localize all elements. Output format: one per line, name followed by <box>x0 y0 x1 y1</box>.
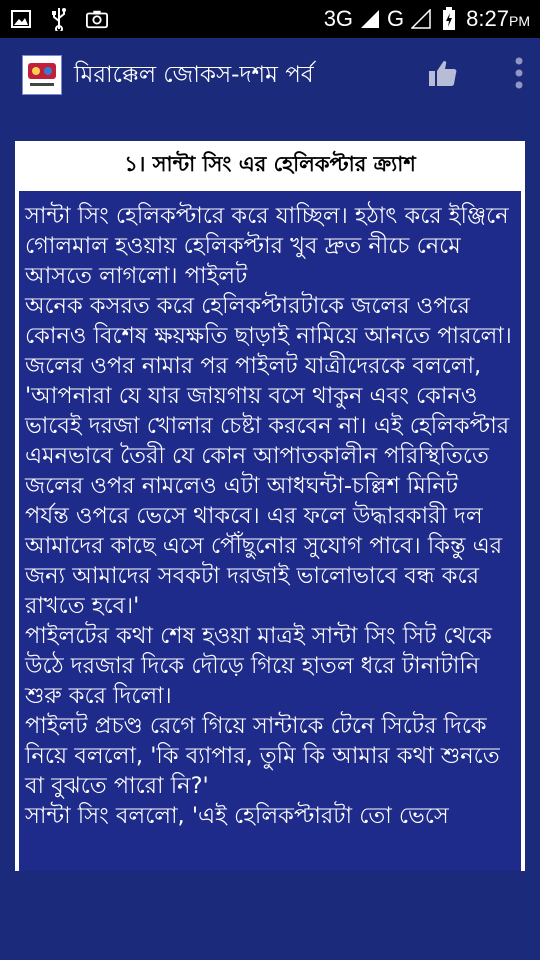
app-bar <box>0 38 540 112</box>
thumbs-up-icon <box>428 59 458 91</box>
camera-icon <box>86 8 108 30</box>
more-vertical-icon <box>514 57 524 93</box>
app-actions <box>428 57 524 93</box>
usb-icon <box>48 8 70 30</box>
joke-title: ১। সান্টা সিং এর হেলিকপ্টার ক্র্যাশ <box>124 151 416 176</box>
like-button[interactable] <box>428 59 458 91</box>
status-left-icons <box>10 8 108 30</box>
overflow-menu-button[interactable] <box>514 57 524 93</box>
gallery-icon <box>10 8 32 30</box>
signal-icon <box>359 8 381 30</box>
app-title: মিরাক্কেল জোকস-দশম পর্ব <box>74 61 314 88</box>
clock-time: 8:27 <box>466 6 509 31</box>
clock <box>466 6 530 32</box>
network-type-label: 3G <box>323 6 354 31</box>
battery-icon <box>438 8 460 30</box>
signal-icon <box>410 8 432 30</box>
joke-body-container[interactable] <box>19 191 521 871</box>
status-right <box>324 6 530 32</box>
clock-ampm: PM <box>509 13 530 29</box>
network2-type-label: G <box>387 6 405 31</box>
joke-card <box>15 141 525 871</box>
joke-body-text: সান্টা সিং হেলিকপ্টারে করে যাচ্ছিল। হঠাৎ করে ইঞ্জিনে গোলমাল হওয়ায় হেলিকপ্টার খুব দ্রুত নীচে নেমে আসতে লাগলো। পাইলট অনেক কসরত করে হেলিকপ্টারটাকে জলের ওপরে কোনও বিশেষ ক্ষয়ক্ষতি ছাড়াই নামিয়ে আনতে পারলো। জলের ওপর নামার পর পাইলট যাত্রীদেরকে বললো, 'আপনারা যে যার জায়গায় বসে থাকুন এবং কোনও ভাবেই দরজা খোলার চেষ্টা করবেন না। এই হেলিকপ্টার এমনভাবে তৈরী যে কোন আপাতকালীন পরিস্থিতিতে জলের ওপর নামলেও এটা আধঘন্টা-চল্লিশ মিনিট পর্যন্ত ওপরে ভেসে থাকবে। এর ফলে উদ্ধারকারী দল আমাদের কাছে এসে পৌঁছুনোর সুযোগ পাবে। কিন্তু এর জন্য আমাদের সবকটা দরজাই ভালোভাবে বন্ধ করে রাখতে হবে।' পাইলটের কথা শেষ হওয়া মাত্রই সান্টা সিং সিট থেকে উঠে দরজার দিকে দৌড়ে গিয়ে হাতল ধরে টানাটানি শুরু করে দিলো। পাইলট প্রচণ্ড রেগে গিয়ে সান্টাকে টেনে সিটের দিকে নিয়ে বললো, 'কি ব্যাপার, তুমি কি আমার কথা শুনতে বা বুঝতে পারো নি?' সান্টা সিং বললো, 'এই হেলিকপ্টারটা তো ভেসে <box>25 203 512 829</box>
app-logo <box>22 55 62 95</box>
status-bar <box>0 0 540 38</box>
